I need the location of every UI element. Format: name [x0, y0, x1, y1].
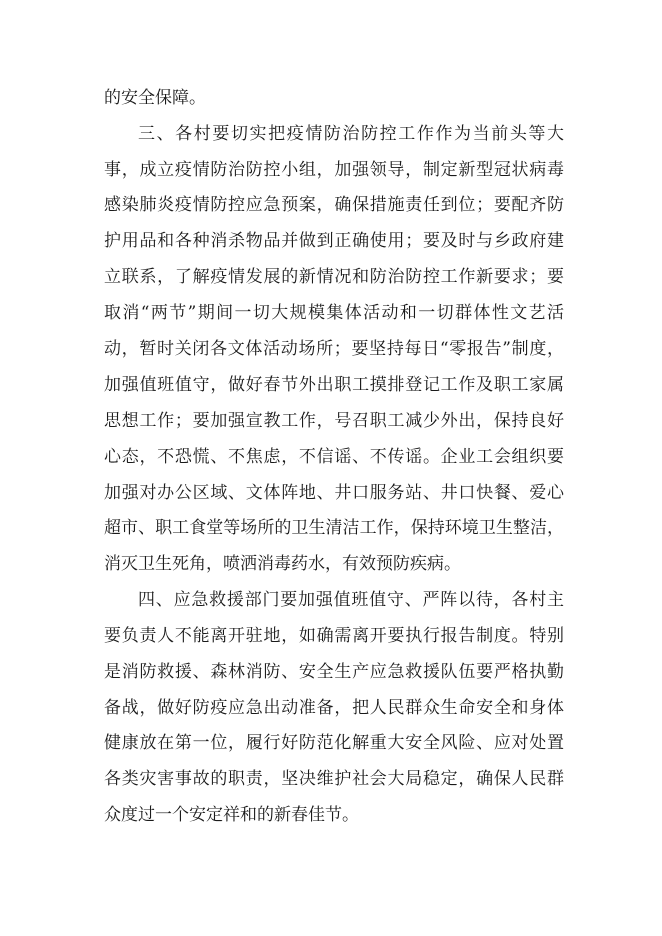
paragraph-4-first-line: 四、应急救援部门要加强值班值守、严阵以待，各村主	[138, 590, 564, 610]
text-line: 动，暂时关闭各文体活动场所；要坚持每日“零报告”制度，	[104, 339, 564, 359]
text-line: 事，成立疫情防治防控小组，加强领导，制定新型冠状病毒	[104, 160, 564, 180]
paragraph-3-first-line: 三、各村要切实把疫情防治防控工作作为当前头等大	[138, 124, 564, 144]
text-line: 是消防救援、森林消防、安全生产应急救援队伍要严格执勤	[104, 662, 564, 682]
text-line: 加强值班值守，做好春节外出职工摸排登记工作及职工家属	[104, 375, 564, 395]
text-line: 心态，不恐慌、不焦虑，不信谣、不传谣。企业工会组织要	[104, 447, 564, 467]
text-line: 要负责人不能离开驻地，如确需离开要执行报告制度。特别	[104, 626, 564, 646]
text-line: 的安全保障。	[104, 88, 206, 108]
text-line: 超市、职工食堂等场所的卫生清洁工作，保持环境卫生整洁，	[104, 518, 564, 538]
text-line: 各类灾害事故的职责，坚决维护社会大局稳定，确保人民群	[104, 769, 564, 789]
text-line: 思想工作；要加强宣教工作，号召职工减少外出，保持良好	[104, 411, 564, 431]
text-line: 护用品和各种消杀物品并做到正确使用；要及时与乡政府建	[104, 231, 564, 251]
text-line: 消灭卫生死角，喷洒消毒药水，有效预防疾病。	[104, 554, 461, 574]
text-line: 健康放在第一位，履行好防范化解重大安全风险、应对处置	[104, 733, 564, 753]
text-line: 备战，做好防疫应急出动准备，把人民群众生命安全和身体	[104, 698, 564, 718]
text-line: 众度过一个安定祥和的新春佳节。	[104, 805, 359, 825]
text-line: 加强对办公区域、文体阵地、井口服务站、井口快餐、爱心	[104, 483, 564, 503]
text-line: 感染肺炎疫情防控应急预案，确保措施责任到位；要配齐防	[104, 195, 564, 215]
text-line: 取消“两节”期间一切大规模集体活动和一切群体性文艺活	[104, 303, 564, 323]
text-line: 立联系，了解疫情发展的新情况和防治防控工作新要求；要	[104, 267, 564, 287]
